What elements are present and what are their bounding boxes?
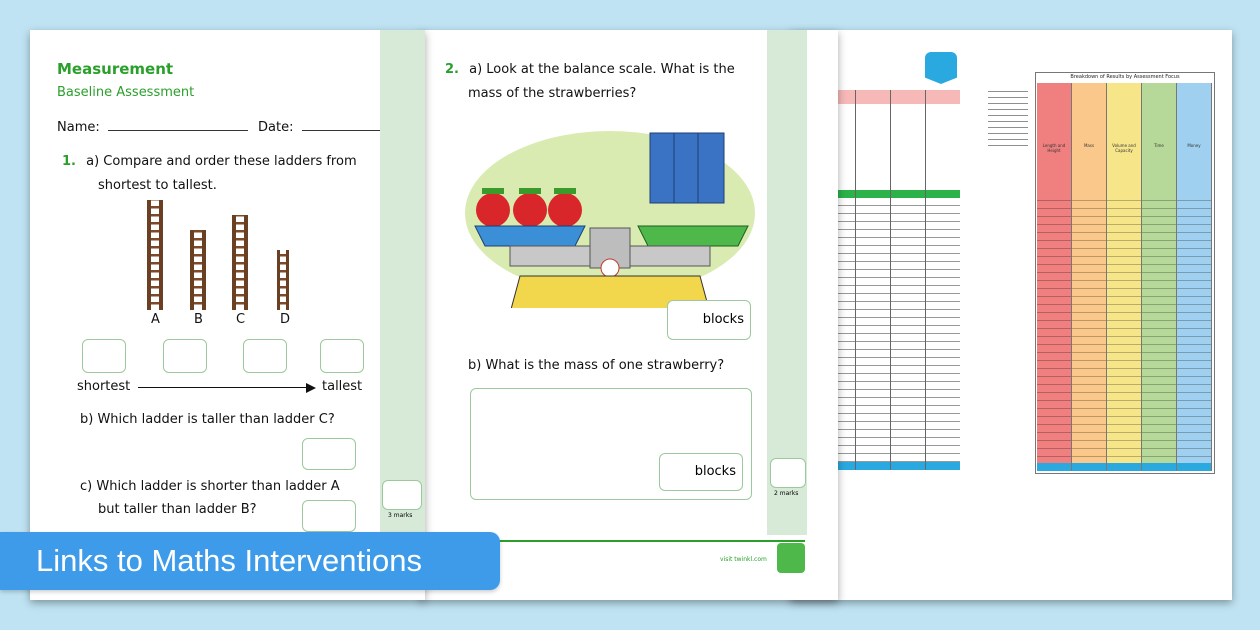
question-number: 2. bbox=[445, 62, 459, 77]
summary-column-label: Time bbox=[1154, 143, 1164, 148]
page-title: Measurement bbox=[57, 60, 174, 78]
interventions-banner[interactable] bbox=[0, 532, 500, 590]
question-text: a) Look at the balance scale. What is the bbox=[469, 62, 735, 77]
inner-answer-box[interactable] bbox=[659, 453, 743, 491]
answer-box-one-strawberry[interactable] bbox=[470, 388, 752, 500]
page-subtitle: Baseline Assessment bbox=[57, 85, 195, 100]
summary-column-label: Length and Height bbox=[1042, 143, 1066, 153]
summary-column bbox=[1072, 83, 1107, 471]
question-2a-line2: mass of the strawberries? bbox=[468, 86, 637, 101]
order-box-1[interactable] bbox=[82, 339, 126, 373]
summary-column bbox=[1037, 83, 1072, 471]
key-text bbox=[988, 86, 1028, 146]
marks-box[interactable] bbox=[770, 458, 806, 488]
question-1c: c) Which ladder is shorter than ladder A bbox=[80, 479, 340, 494]
unit-label: blocks bbox=[694, 464, 736, 479]
question-1b: b) Which ladder is taller than ladder C? bbox=[80, 412, 335, 427]
balance-scale-illustration bbox=[460, 118, 760, 308]
order-box-3[interactable] bbox=[243, 339, 287, 373]
answer-box-1c[interactable] bbox=[302, 500, 356, 532]
arrow-head bbox=[306, 383, 316, 393]
ladder-label-d: D bbox=[280, 312, 291, 327]
answer-box-strawberries-mass[interactable] bbox=[667, 300, 751, 340]
tallest-label: tallest bbox=[322, 379, 363, 394]
summary-column bbox=[1142, 83, 1177, 471]
answer-box-1b[interactable] bbox=[302, 438, 356, 470]
worksheet-page-1 bbox=[30, 30, 425, 600]
question-1c-line2: but taller than ladder B? bbox=[98, 502, 257, 517]
ladder-label-b: B bbox=[194, 312, 203, 327]
question-1a-line2: shortest to tallest. bbox=[98, 178, 217, 193]
unit-label: blocks bbox=[702, 312, 744, 327]
marks-label: 2 marks bbox=[774, 490, 799, 497]
shortest-label: shortest bbox=[77, 379, 131, 394]
marks-label: 3 marks bbox=[388, 512, 413, 519]
ladder-label-a: A bbox=[151, 312, 160, 327]
order-box-4[interactable] bbox=[320, 339, 364, 373]
question-2a bbox=[445, 62, 735, 77]
ladders-illustration bbox=[142, 195, 302, 315]
data-table-left bbox=[835, 90, 960, 470]
marks-margin bbox=[380, 30, 425, 550]
summary-column bbox=[1107, 83, 1142, 471]
question-2b: b) What is the mass of one strawberry? bbox=[468, 358, 725, 373]
name-field[interactable]: Name: Date: bbox=[57, 120, 382, 135]
summary-title: Breakdown of Results by Assessment Focus bbox=[1070, 74, 1180, 80]
arrow bbox=[138, 387, 308, 388]
twinkl-footer-logo bbox=[777, 543, 805, 573]
spreadsheet-sheet bbox=[790, 30, 1232, 600]
order-box-2[interactable] bbox=[163, 339, 207, 373]
summary-table bbox=[1035, 72, 1215, 474]
twinkl-logo bbox=[925, 52, 957, 84]
summary-column-label: Volume and Capacity bbox=[1112, 143, 1136, 153]
banner-text: Links to Maths Interventions bbox=[36, 543, 422, 578]
marks-box[interactable] bbox=[382, 480, 422, 510]
worksheet-page-2 bbox=[420, 30, 838, 600]
summary-column-label: Mass bbox=[1083, 143, 1095, 148]
summary-column bbox=[1177, 83, 1212, 471]
question-1a: 1. a) Compare and order these ladders from bbox=[62, 154, 357, 169]
footer-text: visit twinkl.com bbox=[720, 556, 767, 563]
summary-column-label: Money bbox=[1187, 143, 1201, 148]
ladder-label-c: C bbox=[236, 312, 246, 327]
